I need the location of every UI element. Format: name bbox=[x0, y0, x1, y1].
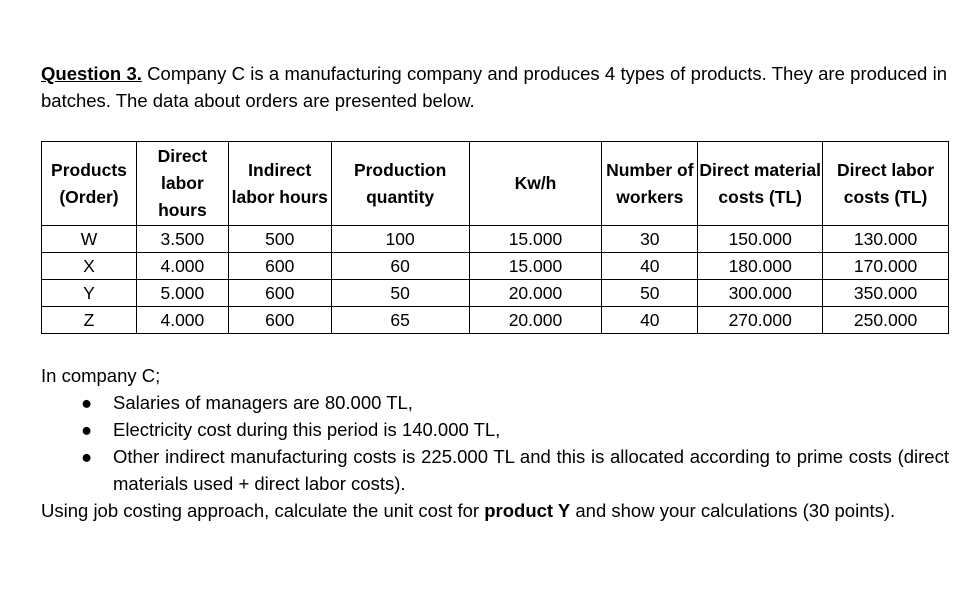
table-header-row bbox=[42, 142, 949, 226]
table-cell: 15.000 bbox=[469, 226, 602, 253]
table-cell: 30 bbox=[602, 226, 698, 253]
table-row bbox=[42, 307, 949, 334]
table-cell: 350.000 bbox=[823, 280, 949, 307]
table-cell: 180.000 bbox=[698, 253, 823, 280]
task-text bbox=[41, 497, 949, 524]
table-cell: 600 bbox=[228, 253, 331, 280]
table-cell: Z bbox=[42, 307, 137, 334]
table-cell: 100 bbox=[331, 226, 469, 253]
question-label: Question 3. bbox=[41, 63, 142, 84]
table-cell: 40 bbox=[602, 253, 698, 280]
task-emphasis: product Y bbox=[484, 500, 571, 521]
table-row bbox=[42, 253, 949, 280]
table-cell: 20.000 bbox=[469, 307, 602, 334]
table-cell: 600 bbox=[228, 307, 331, 334]
table-row bbox=[42, 280, 949, 307]
question-paragraph bbox=[41, 60, 947, 114]
header-production-quantity: Production quantity bbox=[331, 142, 469, 226]
table-cell: 65 bbox=[331, 307, 469, 334]
table-cell: 4.000 bbox=[136, 307, 228, 334]
cost-list bbox=[41, 389, 949, 497]
bullet-icon: ● bbox=[81, 446, 93, 467]
intro-text: In company C; bbox=[41, 365, 161, 386]
list-item bbox=[41, 389, 949, 416]
table-cell: 15.000 bbox=[469, 253, 602, 280]
table-cell: 600 bbox=[228, 280, 331, 307]
table-cell: 50 bbox=[602, 280, 698, 307]
table-cell: 150.000 bbox=[698, 226, 823, 253]
orders-table bbox=[41, 141, 949, 334]
table-cell: W bbox=[42, 226, 137, 253]
table-cell: 250.000 bbox=[823, 307, 949, 334]
task-before: Using job costing approach, calculate the unit cost for bbox=[41, 500, 485, 521]
table-cell: 50 bbox=[331, 280, 469, 307]
header-direct-material-costs: Direct material costs (TL) bbox=[698, 142, 823, 226]
question-body bbox=[41, 362, 949, 524]
bullet-icon: ● bbox=[81, 419, 93, 440]
header-direct-labor-costs: Direct labor costs (TL) bbox=[823, 142, 949, 226]
list-item-text: Salaries of managers are 80.000 TL, bbox=[113, 392, 413, 413]
list-item bbox=[41, 416, 949, 443]
table-cell: 40 bbox=[602, 307, 698, 334]
question-text: Company C is a manufacturing company and produces 4 types of products. They are produced in batches. The data about orders are presented below. bbox=[41, 63, 947, 111]
table-cell: 500 bbox=[228, 226, 331, 253]
bullet-icon: ● bbox=[81, 392, 93, 413]
list-item bbox=[41, 443, 949, 497]
task-after: and show your calculations (30 points). bbox=[570, 500, 896, 521]
table-cell: 3.500 bbox=[136, 226, 228, 253]
table-cell: 20.000 bbox=[469, 280, 602, 307]
table-cell: X bbox=[42, 253, 137, 280]
table-cell: Y bbox=[42, 280, 137, 307]
table-row bbox=[42, 226, 949, 253]
header-products: Products (Order) bbox=[42, 142, 137, 226]
header-indirect-labor-hours: Indirect labor hours bbox=[228, 142, 331, 226]
table-cell: 300.000 bbox=[698, 280, 823, 307]
list-item-text: Electricity cost during this period is 140.000 TL, bbox=[113, 419, 501, 440]
header-kwh: Kw/h bbox=[469, 142, 602, 226]
table-cell: 5.000 bbox=[136, 280, 228, 307]
header-direct-labor-hours: Direct labor hours bbox=[136, 142, 228, 226]
table-cell: 130.000 bbox=[823, 226, 949, 253]
table-cell: 4.000 bbox=[136, 253, 228, 280]
list-item-text: Other indirect manufacturing costs is 225.000 TL and this is allocated according to prime costs (direct materials used + direct labor costs). bbox=[113, 446, 949, 494]
header-number-of-workers: Number of workers bbox=[602, 142, 698, 226]
table-cell: 60 bbox=[331, 253, 469, 280]
table-cell: 270.000 bbox=[698, 307, 823, 334]
table-cell: 170.000 bbox=[823, 253, 949, 280]
